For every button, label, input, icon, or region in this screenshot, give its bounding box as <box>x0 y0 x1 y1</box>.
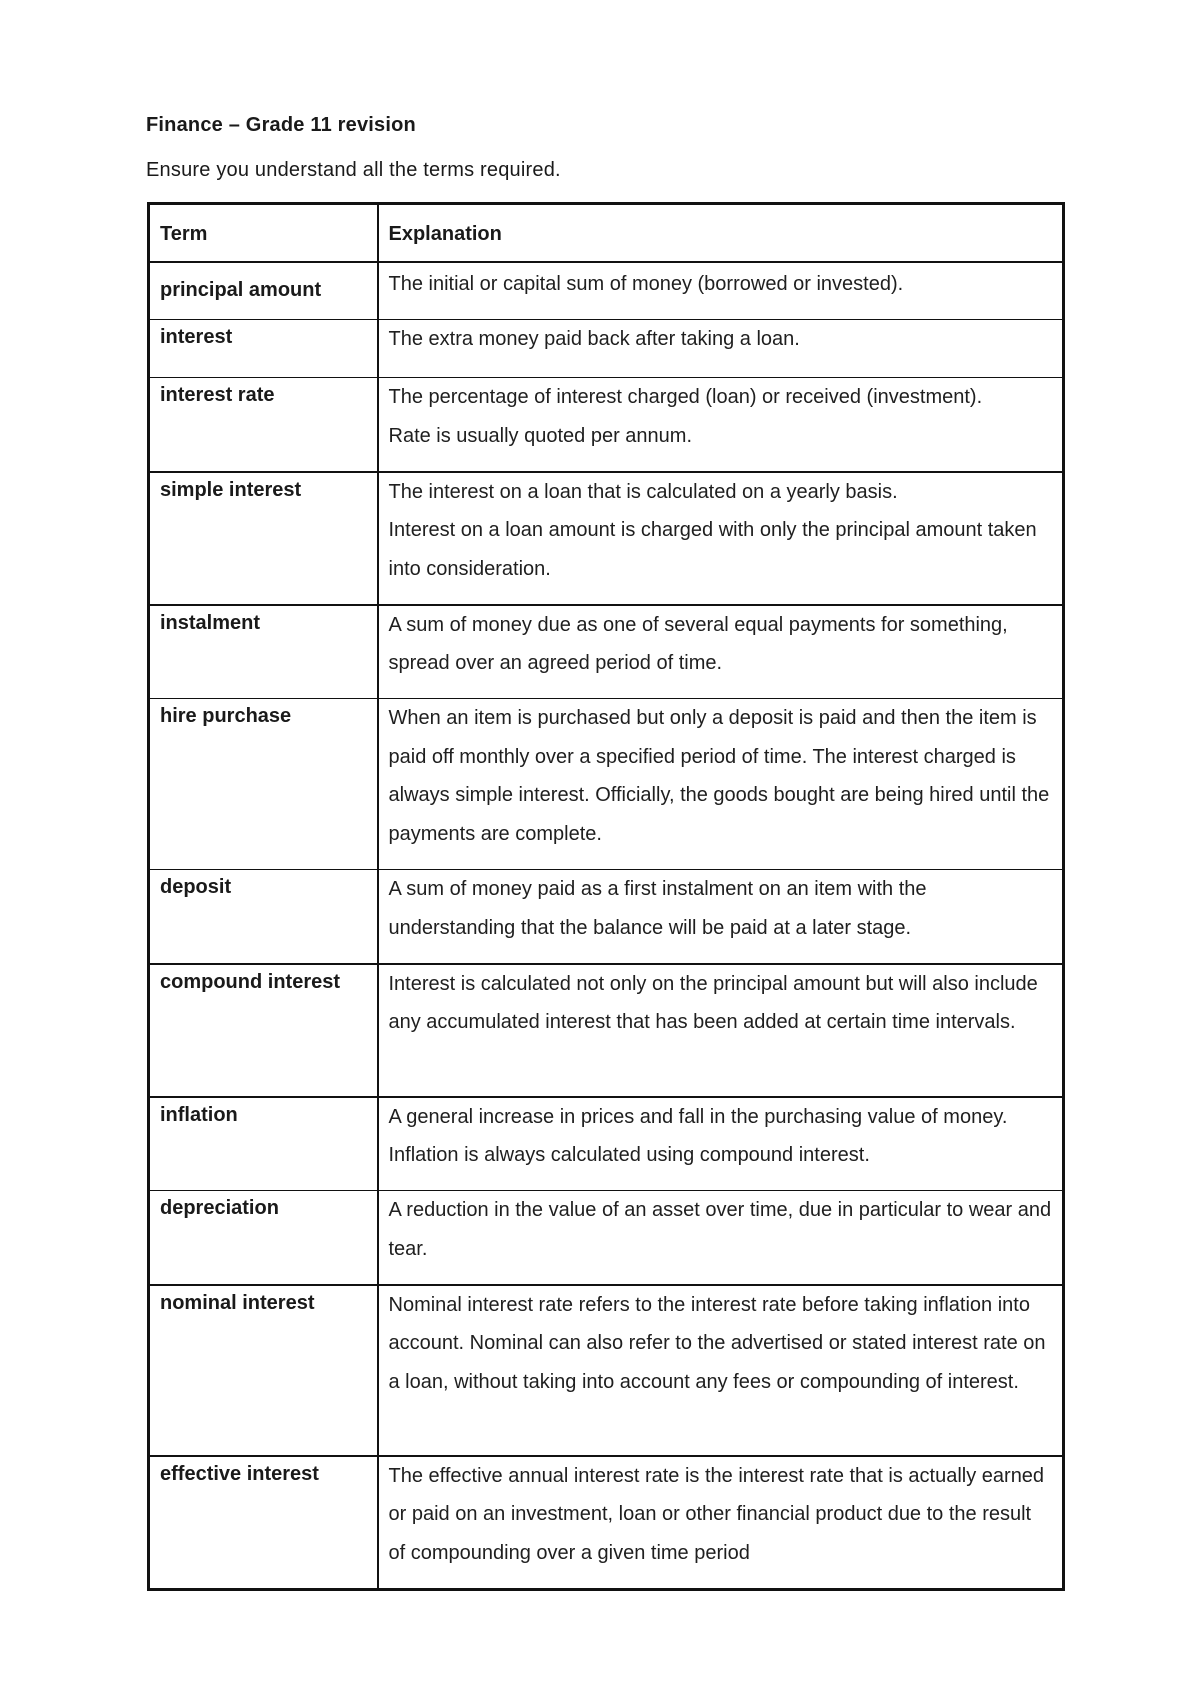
table-row <box>149 1285 1064 1456</box>
explanation-cell: The extra money paid back after taking a loan. <box>378 320 1064 378</box>
term-cell: effective interest <box>149 1456 378 1590</box>
explanation-cell: The effective annual interest rate is the interest rate that is actually earned or paid on an investment, loan or other financial product due to the result of compounding over a given time period <box>378 1456 1064 1590</box>
term-cell: depreciation <box>149 1191 378 1285</box>
term-cell: principal amount <box>149 262 378 320</box>
table-row <box>149 378 1064 472</box>
table-row <box>149 262 1064 320</box>
explanation-cell: A sum of money due as one of several equal payments for something, spread over an agreed period of time. <box>378 605 1064 699</box>
term-cell: instalment <box>149 605 378 699</box>
explanation-cell: A reduction in the value of an asset over time, due in particular to wear and tear. <box>378 1191 1064 1285</box>
explanation-cell: The initial or capital sum of money (borrowed or invested). <box>378 262 1064 320</box>
table-row <box>149 605 1064 699</box>
explanation-cell <box>378 472 1064 605</box>
explanation-cell: A sum of money paid as a first instalment on an item with the understanding that the balance will be paid at a later stage. <box>378 870 1064 964</box>
page-subtitle: Ensure you understand all the terms required. <box>146 159 561 181</box>
table-row <box>149 699 1064 870</box>
table-row <box>149 870 1064 964</box>
term-cell: simple interest <box>149 472 378 605</box>
table-header-row <box>149 204 1064 262</box>
table-row <box>149 472 1064 605</box>
terms-table <box>147 202 1065 1591</box>
term-cell: interest <box>149 320 378 378</box>
term-cell: hire purchase <box>149 699 378 870</box>
term-cell: nominal interest <box>149 1285 378 1456</box>
page-title: Finance – Grade 11 revision <box>146 114 416 136</box>
explanation-cell: When an item is purchased but only a deposit is paid and then the item is paid off monthly over a specified period of time. The interest charged is always simple interest. Officially, the goods bought are being hired until the payments are complete. <box>378 699 1064 870</box>
table-row <box>149 1191 1064 1285</box>
term-cell: interest rate <box>149 378 378 472</box>
explanation-cell: Interest is calculated not only on the principal amount but will also include any accumulated interest that has been added at certain time intervals. <box>378 964 1064 1097</box>
term-cell: inflation <box>149 1097 378 1191</box>
explanation-cell <box>378 378 1064 472</box>
explanation-line: Rate is usually quoted per annum. <box>388 424 693 447</box>
explanation-cell: A general increase in prices and fall in the purchasing value of money. Inflation is always calculated using compound interest. <box>378 1097 1064 1191</box>
table-row <box>149 320 1064 378</box>
explanation-line: The interest on a loan that is calculated on a yearly basis. <box>388 480 898 503</box>
explanation-cell: Nominal interest rate refers to the interest rate before taking inflation into account. Nominal can also refer to the advertised or stated interest rate on a loan, without taking into account any fees or compounding of interest. <box>378 1285 1064 1456</box>
term-cell: compound interest <box>149 964 378 1097</box>
header-term: Term <box>149 204 378 262</box>
explanation-line: Interest on a loan amount is charged with only the principal amount taken into consideration. <box>388 519 1037 580</box>
explanation-line: The percentage of interest charged (loan) or received (investment). <box>388 386 983 408</box>
table-row <box>149 1097 1064 1191</box>
table-row <box>149 1456 1064 1590</box>
header-explanation: Explanation <box>378 204 1064 262</box>
table-row <box>149 964 1064 1097</box>
term-cell: deposit <box>149 870 378 964</box>
